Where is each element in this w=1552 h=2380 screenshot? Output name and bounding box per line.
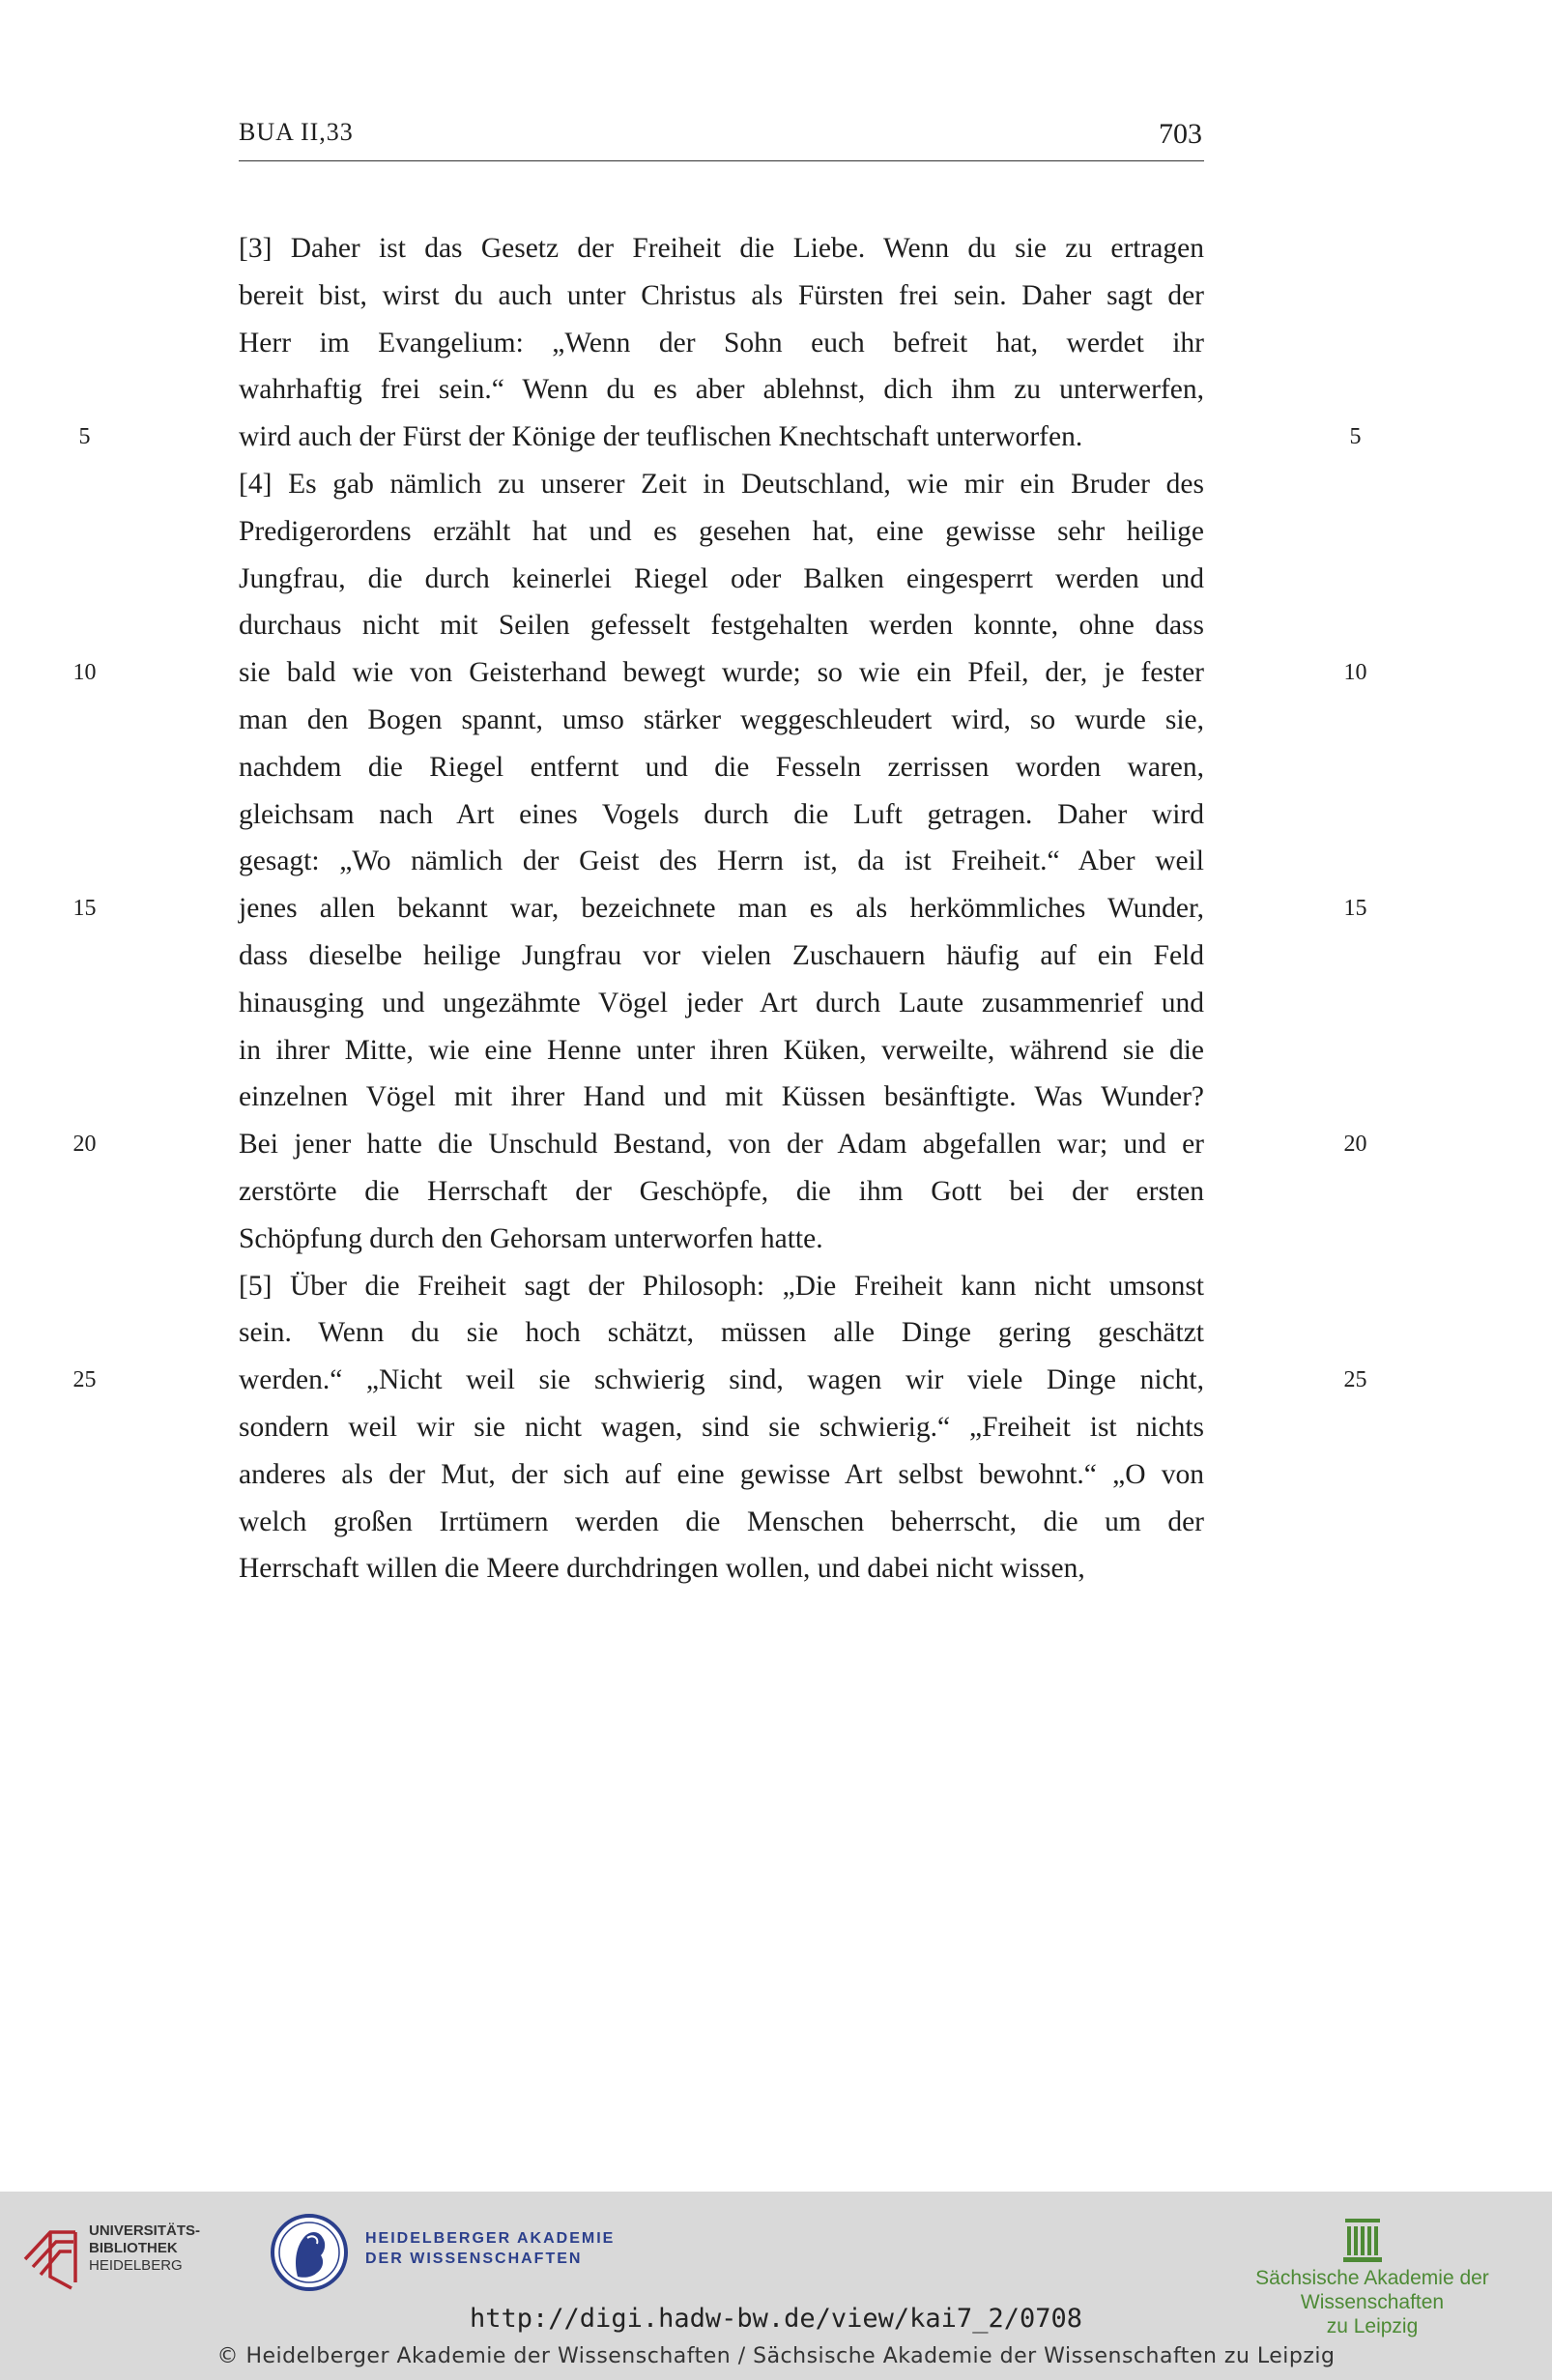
- text-line: Predigerordens erzählt hat und es gesehen hat, eine gewisse sehr heilige: [239, 515, 1204, 547]
- text-line: [3] Daher ist das Gesetz der Freiheit die Liebe. Wenn du sie zu ertragen: [239, 233, 1204, 264]
- text-line: dass dieselbe heilige Jungfrau vor vielen Zuschauern häufig auf ein Feld: [239, 939, 1204, 971]
- text-line: wahrhaftig frei sein.“ Wenn du es aber ablehnst, dich ihm zu unterwerfen,: [239, 374, 1204, 406]
- line-number-left: 15: [72, 896, 97, 922]
- text-line: Schöpfung durch den Gehorsam unterworfen hatte.: [239, 1222, 823, 1254]
- text-line: gleichsam nach Art eines Vogels durch die Luft getragen. Daher wird: [239, 798, 1204, 830]
- line-number-left: 25: [72, 1367, 97, 1393]
- text-line: bereit bist, wirst du auch unter Christus als Fürsten frei sein. Daher sagt der: [239, 279, 1204, 311]
- text-line: sondern weil wir sie nicht wagen, sind sie schwierig.“ „Freiheit ist nichts: [239, 1411, 1204, 1443]
- running-head-title: BUA II,33: [239, 118, 354, 146]
- text-line: Herrschaft willen die Meere durchdringen wollen, und dabei nicht wissen,: [239, 1553, 1085, 1585]
- text-line: jenes allen bekannt war, bezeichnete man es als herkömmliches Wunder,: [239, 893, 1204, 925]
- text-line: wird auch der Fürst der Könige der teuflischen Knechtschaft unterworfen.: [239, 421, 1083, 453]
- line-number-right: 25: [1343, 1367, 1367, 1393]
- body-text: [239, 225, 1204, 1592]
- text-line: gesagt: „Wo nämlich der Geist des Herrn ist, da ist Freiheit.“ Aber weil: [239, 846, 1204, 877]
- line-number-left: 20: [72, 1132, 97, 1158]
- text-line: in ihrer Mitte, wie eine Henne unter ihren Küken, verweilte, während sie die: [239, 1034, 1204, 1066]
- line-number-left: 5: [78, 424, 91, 450]
- line-number-right: 10: [1343, 660, 1367, 686]
- text-line: [5] Über die Freiheit sagt der Philosoph: „Die Freiheit kann nicht umsonst: [239, 1270, 1204, 1302]
- text-line: anderes als der Mut, der sich auf eine gewisse Art selbst bewohnt.“ „O von: [239, 1458, 1204, 1490]
- text-line: nachdem die Riegel entfernt und die Fesseln zerrissen worden waren,: [239, 751, 1204, 783]
- line-number-left: 10: [72, 660, 97, 686]
- page-number: 703: [1159, 118, 1202, 150]
- text-line: durchaus nicht mit Seilen gefesselt festgehalten werden konnte, ohne dass: [239, 610, 1204, 642]
- text-line: welch großen Irrtümern werden die Menschen beherrscht, die um der: [239, 1505, 1204, 1537]
- copyright-notice: © Heidelberger Akademie der Wissenschaften / Sächsische Akademie der Wissenschaften zu Leipzig: [216, 2344, 1336, 2368]
- text-line: Bei jener hatte die Unschuld Bestand, von der Adam abgefallen war; und er: [239, 1129, 1204, 1161]
- footer-bar: [0, 2192, 1552, 2380]
- text-line: einzelnen Vögel mit ihrer Hand und mit Küssen besänftigte. Was Wunder?: [239, 1081, 1204, 1113]
- line-number-right: 5: [1349, 424, 1362, 450]
- line-number-right: 15: [1343, 896, 1367, 922]
- permalink-url[interactable]: http://digi.hadw-bw.de/view/kai7_2/0708: [470, 2304, 1082, 2334]
- text-line: hinausging und ungezähmte Vögel jeder Art durch Laute zusammenrief und: [239, 987, 1204, 1018]
- text-line: werden.“ „Nicht weil sie schwierig sind, wagen wir viele Dinge nicht,: [239, 1364, 1204, 1396]
- running-head: [239, 114, 1204, 161]
- saw-leipzig-label: Sächsische Akademie der Wissenschaften zu Leipzig: [1255, 2267, 1489, 2337]
- text-line: Herr im Evangelium: „Wenn der Sohn euch befreit hat, werdet ihr: [239, 327, 1204, 358]
- line-number-right: 20: [1343, 1132, 1367, 1158]
- ub-heidelberg-label: UNIVERSITÄTS- BIBLIOTHEK HEIDELBERG: [89, 2222, 201, 2274]
- text-line: man den Bogen spannt, umso stärker weggeschleudert wird, so wurde sie,: [239, 703, 1204, 735]
- text-line: sein. Wenn du sie hoch schätzt, müssen alle Dinge gering geschätzt: [239, 1317, 1204, 1349]
- text-line: sie bald wie von Geisterhand bewegt wurde; so wie ein Pfeil, der, je fester: [239, 657, 1204, 689]
- text-line: zerstörte die Herrschaft der Geschöpfe, die ihm Gott bei der ersten: [239, 1175, 1204, 1207]
- text-line: [4] Es gab nämlich zu unserer Zeit in Deutschland, wie mir ein Bruder des: [239, 468, 1204, 500]
- hadw-label: HEIDELBERGER AKADEMIE DER WISSENSCHAFTEN: [365, 2230, 616, 2267]
- text-line: Jungfrau, die durch keinerlei Riegel oder Balken eingesperrt werden und: [239, 562, 1204, 594]
